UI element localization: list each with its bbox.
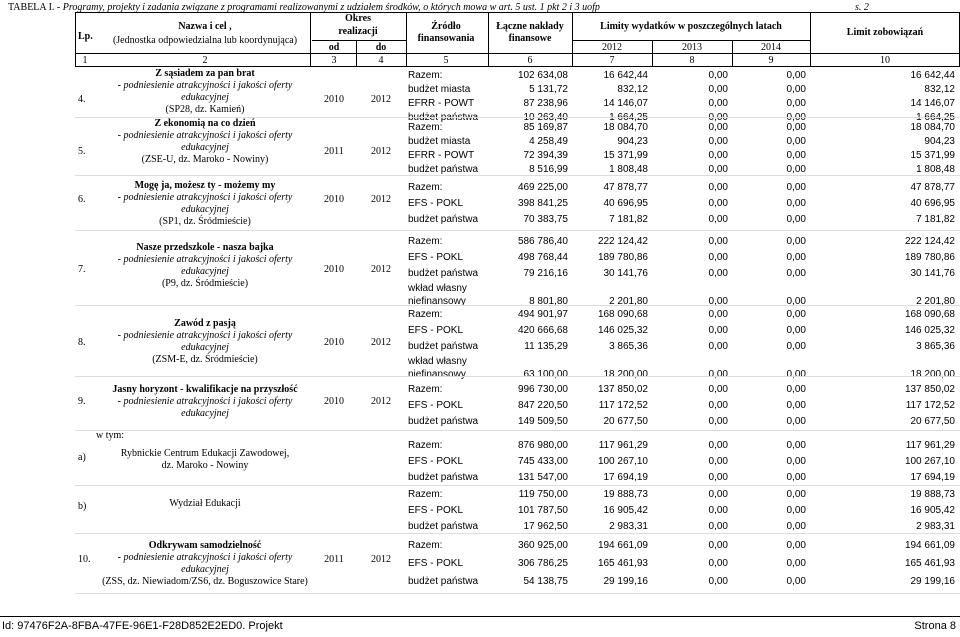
row-to: 2012 [371, 396, 391, 407]
row-value: 2 983,31 [609, 521, 648, 532]
row-desc: - podniesienie atrakcyjności i jakości oferty [117, 80, 293, 91]
row-source: EFS - POKL [408, 456, 464, 467]
row-value: 3 865,36 [609, 341, 648, 352]
row-value: 0,00 [708, 384, 728, 395]
row-value: 79 216,16 [523, 268, 568, 279]
row-source: Razem: [408, 440, 443, 451]
row-value: 100 267,10 [597, 456, 648, 467]
rule [310, 12, 311, 66]
row-value: 0,00 [786, 136, 806, 147]
colnum: 1 [82, 55, 88, 66]
row-value: 137 850,02 [904, 384, 955, 395]
row-value: 8 516,99 [529, 164, 568, 175]
row-source: budżet państwa [408, 576, 479, 587]
row-value: 0,00 [708, 400, 728, 411]
row-value: 189 780,86 [597, 252, 648, 263]
row-desc: edukacyjnej [181, 204, 229, 215]
row-value: 8 801,80 [529, 296, 568, 307]
row-value: 0,00 [786, 456, 806, 467]
row-value: 360 925,00 [517, 540, 568, 551]
row-lp: 4. [78, 94, 86, 105]
row-value: 19 888,73 [603, 489, 648, 500]
row-from: 2011 [324, 554, 344, 565]
row-from: 2010 [324, 337, 344, 348]
row-value: 0,00 [786, 440, 806, 451]
row-rule [75, 305, 960, 306]
row-unit: (ZSE-U, dz. Maroko - Nowiny) [141, 154, 269, 165]
row-value: 18 084,70 [603, 122, 648, 133]
row-lp: 9. [78, 396, 86, 407]
rule [488, 12, 489, 66]
row-source: Razem: [408, 540, 443, 551]
row-value: 0,00 [708, 456, 728, 467]
colnum: 6 [527, 55, 533, 66]
row-value: 70 383,75 [523, 214, 568, 225]
rule [75, 12, 76, 66]
rule [75, 66, 960, 67]
row-value: 0,00 [786, 112, 806, 123]
row-value: 102 634,08 [517, 70, 568, 81]
row-value: 0,00 [786, 472, 806, 483]
row-source: EFS - POKL [408, 505, 464, 516]
row-value: 14 146,07 [603, 98, 648, 109]
row-value: 20 677,50 [910, 416, 955, 427]
row-value: 19 888,73 [910, 489, 955, 500]
row-rule [75, 593, 960, 594]
row-title: Zawód z pasją [174, 318, 236, 329]
col-name: Nazwa i cel , [178, 21, 232, 32]
rule [312, 40, 406, 41]
row-title: Nasze przedszkole - nasza bajka [136, 242, 274, 253]
row-unit: (SP28, dz. Kamień) [165, 104, 245, 115]
row-value: 0,00 [708, 309, 728, 320]
row-from: 2011 [324, 146, 344, 157]
row-source: budżet miasta [408, 84, 471, 95]
row-value: 306 786,25 [517, 558, 568, 569]
table-label: TABELA I. [8, 2, 55, 13]
row-value: 0,00 [708, 558, 728, 569]
row-value: 0,00 [786, 540, 806, 551]
rule [732, 40, 733, 66]
row-desc: edukacyjnej [181, 564, 229, 575]
row-value: 29 199,16 [910, 576, 955, 587]
row-value: 0,00 [786, 164, 806, 175]
row-value: 0,00 [708, 70, 728, 81]
row-value: 0,00 [708, 521, 728, 532]
row-value: 0,00 [708, 214, 728, 225]
row-from: 2010 [324, 396, 344, 407]
row-source: EFS - POKL [408, 325, 464, 336]
row-value: 222 124,42 [904, 236, 955, 247]
row-value: 832,12 [617, 84, 648, 95]
col-lp: Lp. [78, 31, 93, 42]
row-unit: (ZSM-E, dz. Śródmieście) [152, 354, 258, 365]
row-value: 847 220,50 [517, 400, 568, 411]
row-value: 189 780,86 [904, 252, 955, 263]
col-from: od [328, 42, 340, 53]
row-title: Z ekonomią na co dzień [154, 118, 256, 129]
row-value: 0,00 [786, 505, 806, 516]
row-value: 745 433,00 [517, 456, 568, 467]
row-value: 494 901,97 [517, 309, 568, 320]
row-title: Z sąsiadem za pan brat [155, 68, 255, 79]
row-value: 101 787,50 [517, 505, 568, 516]
row-value: 0,00 [708, 150, 728, 161]
row-value: 0,00 [708, 84, 728, 95]
row-value: 0,00 [786, 521, 806, 532]
row-desc: edukacyjnej [181, 266, 229, 277]
row-value: 0,00 [786, 325, 806, 336]
row-unit: (SP1, dz. Śródmieście) [159, 216, 251, 227]
row-source: budżet państwa [408, 112, 479, 123]
row-value: 0,00 [708, 98, 728, 109]
row-value: 0,00 [786, 214, 806, 225]
col-source-2: finansowania [417, 33, 475, 44]
row-value: 0,00 [708, 236, 728, 247]
row-value: 0,00 [786, 70, 806, 81]
footer-rule [0, 616, 960, 617]
row-source: Razem: [408, 309, 443, 320]
row-value: 0,00 [786, 236, 806, 247]
rule [572, 12, 573, 66]
row-value: 996 730,00 [517, 384, 568, 395]
colnum: 9 [768, 55, 774, 66]
row-value: 0,00 [786, 341, 806, 352]
row-rule [75, 533, 960, 534]
row-source: EFS - POKL [408, 252, 464, 263]
row-value: 0,00 [786, 84, 806, 95]
row-source: budżet miasta [408, 136, 471, 147]
row-value: 40 696,95 [910, 198, 955, 209]
row-value: 0,00 [708, 112, 728, 123]
row-value: 29 199,16 [603, 576, 648, 587]
row-value: 40 696,95 [603, 198, 648, 209]
row-value: 119 750,00 [518, 489, 568, 500]
row-value: 10 263,40 [523, 112, 568, 123]
page-number: s. 2 [855, 2, 869, 13]
row-value: 398 841,25 [517, 198, 568, 209]
row-value: 0,00 [786, 576, 806, 587]
rule [356, 40, 357, 66]
row-value: 222 124,42 [597, 236, 648, 247]
col-2012: 2012 [602, 42, 622, 53]
row-value: 0,00 [786, 416, 806, 427]
footer-id: Id: 97476F2A-8FBA-47FE-96E1-F28D852E2ED0. Projekt [2, 620, 283, 632]
row-source: Razem: [408, 122, 443, 133]
row-value: 16 642,44 [910, 70, 955, 81]
row-value: 0,00 [708, 296, 728, 307]
rule [572, 40, 810, 41]
row-value: 0,00 [786, 384, 806, 395]
row-title: Jasny horyzont - kwalifikacje na przyszłość [112, 384, 298, 395]
row-value: 168 090,68 [904, 309, 955, 320]
row-value: 420 666,68 [517, 325, 568, 336]
row-value: 149 509,50 [517, 416, 568, 427]
row-value: 117 172,52 [598, 400, 648, 411]
row-rule [75, 376, 960, 377]
row-lp: 10. [78, 554, 91, 565]
row-title: Odkrywam samodzielność [148, 540, 262, 551]
row-value: 16 905,42 [910, 505, 955, 516]
row-value: 0,00 [786, 198, 806, 209]
row-lp: 5. [78, 146, 86, 157]
row-source: budżet państwa [408, 214, 479, 225]
row-source: budżet państwa [408, 472, 479, 483]
row-value: 0,00 [708, 164, 728, 175]
row-lp: 6. [78, 194, 86, 205]
row-desc: edukacyjnej [181, 92, 229, 103]
row-rule [75, 230, 960, 231]
row-value: 0,00 [708, 268, 728, 279]
row-value: 16 642,44 [603, 70, 648, 81]
row-source: niefinansowy [408, 369, 466, 380]
row-value: 194 661,09 [904, 540, 955, 551]
row-value: 87 238,96 [523, 98, 568, 109]
row-value: 0,00 [708, 198, 728, 209]
row-value: 0,00 [708, 122, 728, 133]
colnum: 8 [689, 55, 695, 66]
row-value: 0,00 [786, 98, 806, 109]
row-value: 0,00 [786, 252, 806, 263]
row-value: 4 258,49 [529, 136, 568, 147]
col-total-2: finansowe [508, 33, 552, 44]
row-rule [75, 430, 960, 431]
row-value: 1 808,48 [916, 164, 955, 175]
row-source: budżet państwa [408, 164, 479, 175]
row-desc: - podniesienie atrakcyjności i jakości oferty [117, 254, 293, 265]
row-desc: - podniesienie atrakcyjności i jakości oferty [117, 192, 293, 203]
row-value: 498 768,44 [517, 252, 568, 263]
row-desc: edukacyjnej [181, 408, 229, 419]
row-to: 2012 [371, 194, 391, 205]
row-value: 0,00 [708, 341, 728, 352]
row-source: niefinansowy [408, 296, 466, 307]
row-source: EFRR - POWT [408, 98, 475, 109]
row-value: 0,00 [708, 369, 728, 380]
col-to: do [375, 42, 387, 53]
row-value: 15 371,99 [603, 150, 648, 161]
row-rule [75, 485, 960, 486]
row-value: 0,00 [786, 400, 806, 411]
row-value: 0,00 [708, 252, 728, 263]
row-value: 131 547,00 [517, 472, 568, 483]
colnum: 3 [331, 55, 337, 66]
row-value: 146 025,32 [904, 325, 955, 336]
row-desc: - podniesienie atrakcyjności i jakości oferty [117, 396, 293, 407]
col-2014: 2014 [761, 42, 781, 53]
row-value: 876 980,00 [517, 440, 568, 451]
colnum: 4 [378, 55, 384, 66]
row-lp: a) [78, 452, 86, 463]
row-value: 5 131,72 [529, 84, 568, 95]
row-value: 0,00 [708, 540, 728, 551]
col-period-2: realizacji [338, 26, 378, 37]
row-lp: 7. [78, 264, 86, 275]
row-value: 904,23 [617, 136, 648, 147]
row-value: 0,00 [786, 182, 806, 193]
footer-page: Strona 8 [914, 620, 956, 632]
col-source: Źródło [431, 21, 461, 32]
row-source: Razem: [408, 70, 443, 81]
row-source: EFS - POKL [408, 198, 464, 209]
row-desc: Wydział Edukacji [169, 498, 241, 509]
row-value: 2 201,80 [609, 296, 648, 307]
row-desc: edukacyjnej [181, 142, 229, 153]
row-value: 1 664,25 [609, 112, 648, 123]
row-value: 832,12 [924, 84, 955, 95]
row-value: 0,00 [708, 472, 728, 483]
row-value: 15 371,99 [910, 150, 955, 161]
row-from: 2010 [324, 94, 344, 105]
row-value: 72 394,39 [523, 150, 568, 161]
row-value: 18 084,70 [910, 122, 955, 133]
row-value: 0,00 [786, 369, 806, 380]
row-value: 63 100,00 [523, 369, 568, 380]
row-value: 18 200,00 [603, 369, 648, 380]
colnum: 2 [202, 55, 208, 66]
row-to: 2012 [371, 554, 391, 565]
row-value: 137 850,02 [597, 384, 648, 395]
row-from: 2010 [324, 194, 344, 205]
row-source: budżet państwa [408, 341, 479, 352]
row-value: 168 090,68 [597, 309, 648, 320]
rule [75, 12, 960, 13]
row-value: 47 878,77 [603, 182, 648, 193]
row-value: 17 962,50 [523, 521, 568, 532]
row-value: 17 694,19 [910, 472, 955, 483]
row-wtym: w tym: [96, 430, 125, 441]
row-value: 1 808,48 [609, 164, 648, 175]
row-from: 2010 [324, 264, 344, 275]
row-value: 3 865,36 [916, 341, 955, 352]
row-lp: b) [78, 501, 87, 512]
col-total: Łączne nakłady [496, 21, 564, 32]
row-value: 0,00 [786, 122, 806, 133]
colnum: 5 [443, 55, 449, 66]
row-value: 0,00 [786, 268, 806, 279]
row-value: 0,00 [708, 489, 728, 500]
row-value: 0,00 [786, 558, 806, 569]
col-commit: Limit zobowiązań [846, 27, 924, 38]
row-to: 2012 [371, 264, 391, 275]
row-source: budżet państwa [408, 521, 479, 532]
col-limits: Limity wydatków w poszczególnych latach [600, 21, 782, 32]
row-value: 0,00 [786, 296, 806, 307]
row-value: 0,00 [708, 440, 728, 451]
row-value: 100 267,10 [904, 456, 955, 467]
row-value: 0,00 [708, 325, 728, 336]
row-to: 2012 [371, 94, 391, 105]
row-value: 17 694,19 [603, 472, 648, 483]
row-value: 1 664,25 [916, 112, 955, 123]
row-value: 18 200,00 [910, 369, 955, 380]
col-name-sub: (Jednostka odpowiedzialna lub koordynująca) [112, 35, 298, 46]
row-value: 469 225,00 [517, 182, 568, 193]
row-value: 16 905,42 [603, 505, 648, 516]
row-unit: (P9, dz. Śródmieście) [161, 278, 249, 289]
row-value: 7 181,82 [609, 214, 648, 225]
row-desc: - podniesienie atrakcyjności i jakości oferty [117, 552, 293, 563]
row-value: 20 677,50 [603, 416, 648, 427]
row-value: 0,00 [708, 182, 728, 193]
colnum: 10 [880, 55, 890, 66]
row-desc: Rybnickie Centrum Edukacji Zawodowej, [120, 448, 290, 459]
row-value: 14 146,07 [910, 98, 955, 109]
row-unit: (ZSS, dz. Niewiadom/ZS6, dz. Boguszowice Stare) [102, 576, 308, 587]
row-value: 0,00 [708, 416, 728, 427]
row-desc: - podniesienie atrakcyjności i jakości oferty [117, 330, 293, 341]
row-value: 146 025,32 [597, 325, 648, 336]
row-lp: 8. [78, 337, 86, 348]
row-title: Mogę ja, możesz ty - możemy my [134, 180, 276, 191]
row-value: 2 201,80 [916, 296, 955, 307]
row-value: 117 961,29 [905, 440, 955, 451]
row-source: EFS - POKL [408, 558, 464, 569]
row-source: budżet państwa [408, 268, 479, 279]
colnum: 7 [609, 55, 615, 66]
row-value: 85 169,87 [523, 122, 568, 133]
row-value: 117 961,29 [598, 440, 648, 451]
rule [406, 12, 407, 66]
row-value: 0,00 [708, 505, 728, 516]
row-to: 2012 [371, 337, 391, 348]
row-source: Razem: [408, 384, 443, 395]
row-value: 11 135,29 [524, 341, 568, 352]
row-desc: edukacyjnej [181, 342, 229, 353]
row-desc: dz. Maroko - Nowiny [161, 460, 249, 471]
col-period: Okres [345, 13, 371, 24]
row-source: Razem: [408, 182, 443, 193]
row-value: 0,00 [786, 309, 806, 320]
row-value: 0,00 [708, 136, 728, 147]
row-value: 0,00 [708, 576, 728, 587]
row-value: 30 141,76 [910, 268, 955, 279]
row-value: 586 786,40 [517, 236, 568, 247]
table-title-text: - Programy, projekty i zadania związane z programami realizowanymi z udziałem środków, o których mowa w art. 5 ust. 1 pkt 2 i 3 uofp [54, 2, 600, 13]
rule [652, 40, 653, 66]
col-2013: 2013 [682, 42, 702, 53]
row-desc: - podniesienie atrakcyjności i jakości oferty [117, 130, 293, 141]
row-value: 47 878,77 [910, 182, 955, 193]
row-source: EFRR - POWT [408, 150, 475, 161]
row-value: 54 138,75 [523, 576, 568, 587]
row-value: 30 141,76 [603, 268, 648, 279]
row-value: 165 461,93 [904, 558, 955, 569]
row-value: 117 172,52 [905, 400, 955, 411]
rule [75, 53, 960, 54]
rule [810, 12, 811, 66]
row-value: 2 983,31 [916, 521, 955, 532]
row-value: 165 461,93 [597, 558, 648, 569]
row-value: 0,00 [786, 150, 806, 161]
row-to: 2012 [371, 146, 391, 157]
row-source: wkład własny [408, 356, 467, 367]
row-value: 194 661,09 [597, 540, 648, 551]
row-source: EFS - POKL [408, 400, 464, 411]
row-value: 7 181,82 [916, 214, 955, 225]
row-value: 904,23 [924, 136, 955, 147]
row-source: Razem: [408, 236, 443, 247]
row-value: 0,00 [786, 489, 806, 500]
row-source: wkład własny [408, 283, 467, 294]
row-source: budżet państwa [408, 416, 479, 427]
row-source: Razem: [408, 489, 443, 500]
row-rule [75, 175, 960, 176]
